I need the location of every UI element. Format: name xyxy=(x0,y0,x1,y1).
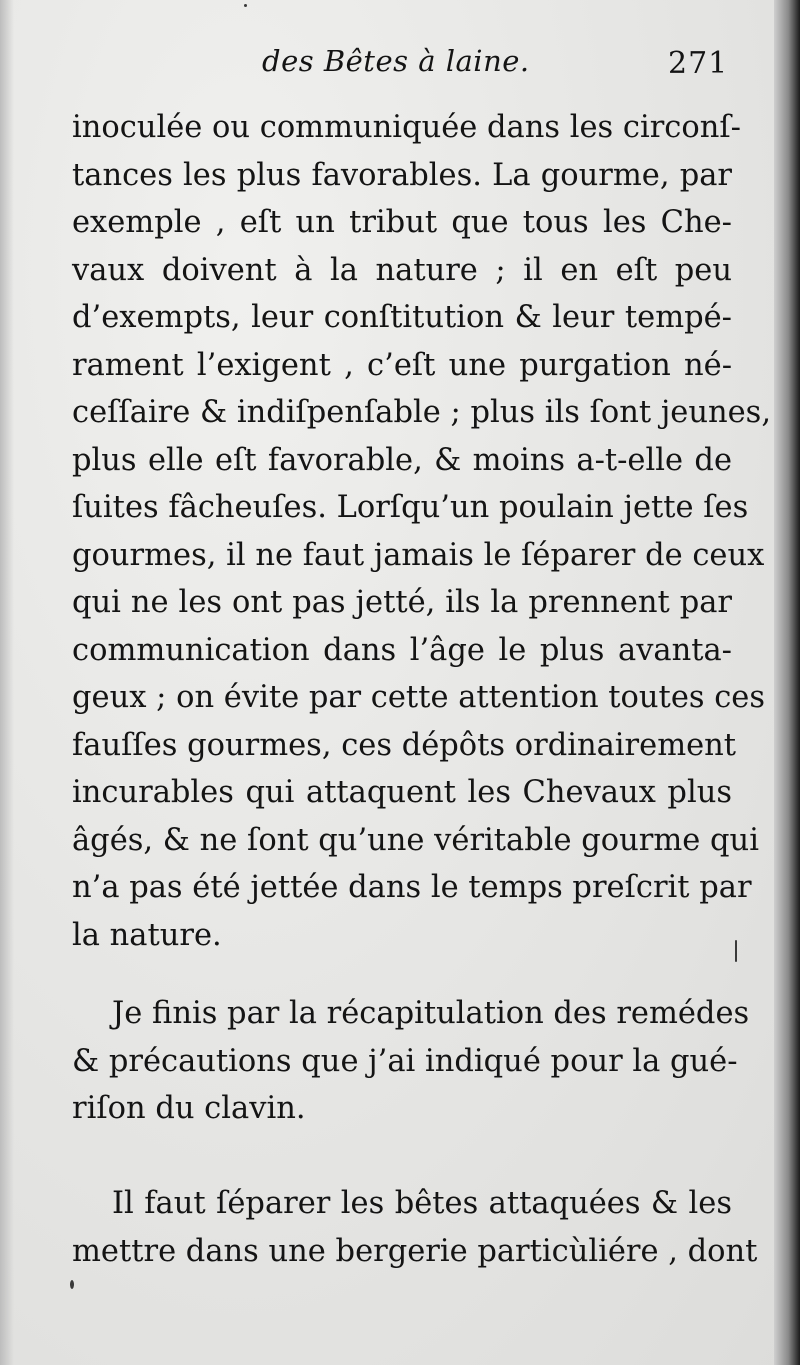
text-line: exemple , eſt un tribut que tous les Che- xyxy=(72,205,732,240)
running-title: des Bêtes à laine. xyxy=(262,44,530,78)
text-line: riſon du clavin. xyxy=(72,1091,306,1126)
text-line: plus elle eſt favorable, & moins a-t-elle de xyxy=(72,442,732,478)
text-line: ſuites fâcheuſes. Lorſqu’un poulain jette ſes xyxy=(72,490,749,525)
text-line: la nature. xyxy=(72,917,222,953)
paragraph-3 xyxy=(72,1180,758,1275)
text-line: n’a pas été jettée dans le temps preſcrit par xyxy=(72,870,752,905)
text-line: communication dans l’âge le plus avanta- xyxy=(72,632,732,668)
text-line: incurables qui attaquent les Chevaux plus xyxy=(72,775,732,810)
running-head xyxy=(0,44,800,88)
paragraph-2 xyxy=(72,990,750,1133)
text-line: tances les plus favorables. La gourme, par xyxy=(72,157,732,193)
paragraph-1 xyxy=(72,104,772,959)
text-line: fauſſes gourmes, ces dépôts ordinairement xyxy=(72,727,737,763)
text-line: vaux doivent à la nature ; il en eſt peu xyxy=(72,252,732,288)
text-line: d’exempts, leur conſtitution & leur tempé- xyxy=(72,300,732,335)
text-line: ceſſaire & indiſpenſable ; plus ils ſont jeunes, xyxy=(72,395,772,430)
text-line: & précautions que j’ai indiqué pour la gué- xyxy=(72,1043,738,1079)
page-left-shadow xyxy=(0,0,14,1365)
text-line: qui ne les ont pas jetté, ils la prennent par xyxy=(72,585,732,620)
text-line: mettre dans une bergerie particùliére , dont xyxy=(72,1233,758,1269)
text-line: âgés, & ne ſont qu’une véritable gourme qui xyxy=(72,822,759,858)
text-line: rament l’exigent , c’eſt une purgation né- xyxy=(72,347,732,383)
text-line: Il faut ſéparer les bêtes attaquées & les xyxy=(112,1186,732,1221)
text-line: Je finis par la récapitulation des remédes xyxy=(112,996,750,1031)
page-number: 271 xyxy=(668,46,729,81)
text-line: geux ; on évite par cette attention toutes ces xyxy=(72,680,765,715)
text-line: inoculée ou communiquée dans les circonſ- xyxy=(72,110,741,145)
page-binding-edge xyxy=(774,0,800,1365)
text-line: gourmes, il ne faut jamais le ſéparer de ceux xyxy=(72,537,765,573)
